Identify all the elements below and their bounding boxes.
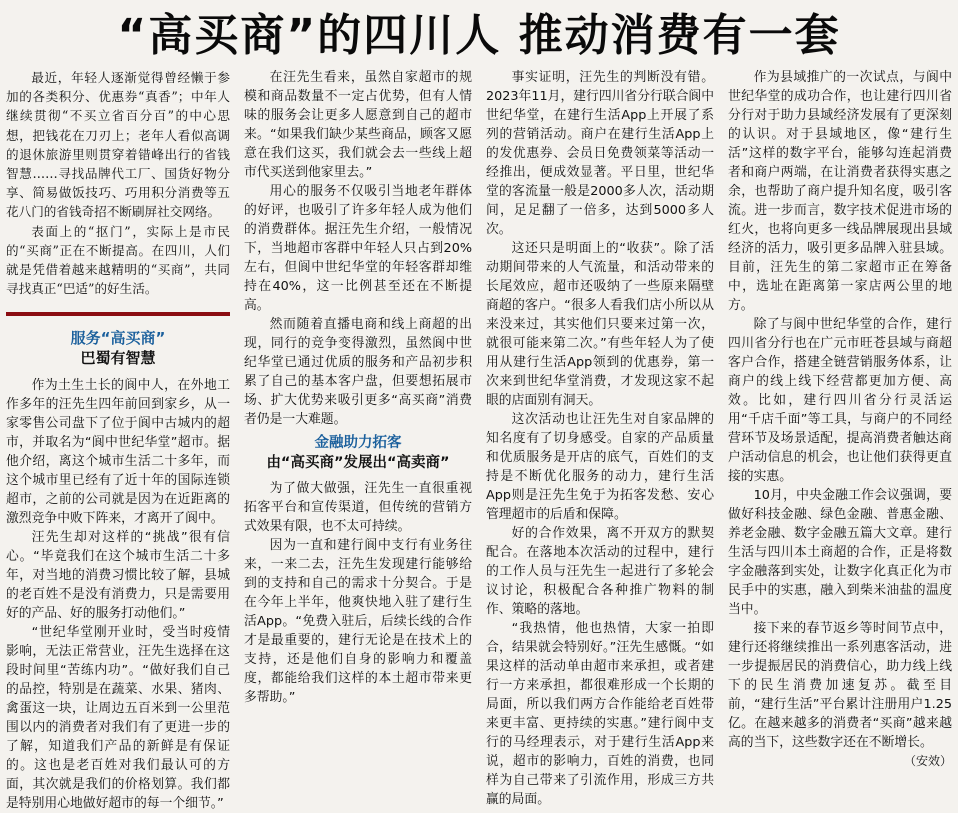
article-paragraph: 10月，中央金融工作会议强调，要做好科技金融、绿色金融、普惠金融、养老金融、数字金融五篇大文章。建行生活与四川本土商超的合作，正是将数字金融落到实处，让数字化真正化为市民手中的实惠，融入到柴米油盐的温度当中。 bbox=[728, 488, 952, 617]
article-paragraph: 然而随着直播电商和线上商超的出现，同行的竞争变得激烈，虽然阆中世纪华堂已通过优质的服务和产品初步积累了自己的基本客户盘，但要想拓展市场、扩大优势来吸引更多“高买商”消费者仍是一大难题。 bbox=[244, 317, 472, 427]
column-3 bbox=[486, 68, 715, 807]
article-paragraph: 接下来的春节返乡等时间节点中，建行还将继续推出一系列惠客活动，进一步提振居民的消费信心，助力线上线下的民生消费加速复苏。截至目前，“建行生活”平台累计注册用户1.25亿。在越来越多的消费者“买商”越来越高的当下，这些数字还在不断增长。 bbox=[728, 621, 952, 750]
article-paragraph: 除了与阆中世纪华堂的合作，建行四川省分行也在广元市旺苍县域与商超客户合作，搭建全链营销服务体系，让商户的线上线下经营都更加方便、高效。比如，建行四川省分行灵活运用“千店千面”等工具，与商户的不同经营环节及场景适配，提高消费者触达商户活动信息的机会，也让他们获得更直接的实惠。 bbox=[728, 317, 952, 484]
article-paragraph: 这次活动也让汪先生对自家品牌的知名度有了切身感受。自家的产品质量和优质服务是开店的底气，百姓们的支持是不断优化服务的动力，建行生活App则是汪先生免于为拓客发愁、安心管理超市的后盾和保障。 bbox=[486, 412, 714, 522]
intro-paragraph-2: 表面上的“抠门”，实际上是市民的“买商”正在不断提高。在四川，人们就是凭借着越来越精明的“买商”，共同寻找真正“巴适”的好生活。 bbox=[6, 223, 230, 297]
column-2 bbox=[244, 68, 472, 705]
section2-title-main: 金融助力拓客 bbox=[314, 435, 402, 451]
intro-paragraph-1: 最近，年轻人逐渐觉得曾经懒于参加的各类积分、优惠券“真香”；中年人继续贯彻“不买立省百分百”的中心思想，把钱花在刀刃上；老年人看似高调的退休旅游里则贯穿着错峰出行的省钱智慧……寻找品牌代工厂、国货好物分享、简易做饭技巧、巧用积分消费等五花八门的省钱奇招不断刷屏社交网络。 bbox=[6, 70, 230, 220]
section-divider bbox=[6, 312, 230, 316]
headline: “高买商”的四川人 推动消费有一套 bbox=[117, 10, 841, 61]
article-paragraph: 因为一直和建行阆中支行有业务往来，一来二去，汪先生发现建行能够给到的支持和自己的需求十分契合。于是在今年上半年，他爽快地入驻了建行生活App。“免费入驻后，后续长线的合作才是最重要的，建行无论是在技术上的支持，还是他们自身的影响力和覆盖度，都能给我们这样的本土超市带来更多帮助。” bbox=[244, 538, 472, 705]
section1-title-main: 服务“高买商” bbox=[70, 329, 166, 348]
article-paragraph: 作为土生土长的阆中人，在外地工作多年的汪先生四年前回到家乡，从一家零售公司盘下了位于阆中古城内的超市，并取名为“阆中世纪华堂”超市。据他介绍，离这个城市生活二十多年，而这个城市里已经有了近十年的国际连锁超市，之前的公司就是因为在近距离的激烈竞争中败下阵来，才离开了阆中。 bbox=[6, 378, 230, 527]
article-paragraph: “世纪华堂刚开业时，受当时疫情影响，无法正常营业，汪先生选择在这段时间里“苦练内功”。“做好我们自己的品控，特别是在蔬菜、水果、猪肉、禽蛋这一块，让周边五百米到一公里范围以内的消费者对我们有了更进一步的了解，知道我们产品的新鲜是有保证的。这也是老百姓对我们最认可的方面，其次就是我们的价格划算。我们都是特别用心地做好超市的每一个细节。” bbox=[6, 625, 230, 812]
section1-title-sub: 巴蜀有智慧 bbox=[80, 349, 156, 368]
article-paragraph: 好的合作效果，离不开双方的默契配合。在落地本次活动的过程中，建行的工作人员与汪先生一起进行了多轮会议讨论，积极配合各种推广物料的制作、策略的落地。 bbox=[486, 526, 714, 617]
article-paragraph: 这还只是明面上的“收获”。除了活动期间带来的人气流量，和活动带来的长尾效应，超市还吸纳了一些原来隔壁商超的客户。“很多人看我们店小所以从来没来过，其实他们只要来过第一次，就很可能来第二次。”有些年轻人为了使用从建行生活App领到的优惠券，第一次来到世纪华堂消费，才发现这家不起眼的店面别有洞天。 bbox=[486, 241, 714, 408]
intro-block bbox=[6, 68, 230, 298]
article-paragraph: 在汪先生看来，虽然自家超市的规模和商品数量不一定占优势，但有人情味的服务会让更多人愿意到自己的超市来。“如果我们缺少某些商品，顾客又愿意在我们这买，我们就会去一些线上超市代买送到他家里去。” bbox=[244, 70, 472, 180]
article-paragraph: 事实证明，汪先生的判断没有错。2023年11月，建行四川省分行联合阆中世纪华堂，在建行生活App上开展了系列的营销活动。商户在建行生活App上的发优惠券、会员日免费领菜等活动一经推出，便成效显著。平日里，世纪华堂的客流量一般是2000多人次，活动期间，足足翻了一倍多，达到5000多人次。 bbox=[486, 70, 715, 237]
article-paragraph: “我热情，他也热情，大家一拍即合，结果就会特别好。”汪先生感慨。“如果这样的活动单由超市来承担，或者建行一方来承担，都很难形成一个长期的局面，所以我们两方合作能给老百姓带来更丰富、更持续的实惠。”建行阆中支行的马经理表示，对于建行生活App来说，超市的影响力，百姓的消费，也同样为自己带来了引流作用，形成三方共赢的局面。 bbox=[486, 621, 714, 807]
article-paragraph: 为了做大做强，汪先生一直很重视拓客平台和宣传渠道，但传统的营销方式效果有限，也不太可持续。 bbox=[244, 481, 472, 534]
article-paragraph: 汪先生却对这样的“挑战”很有信心。“毕竟我们在这个城市生活二十多年，对当地的消费习惯比较了解，县城的老百姓不是没有消费力，只是需要用好的产品、好的服务打动他们。” bbox=[6, 530, 230, 622]
article-paragraph: 作为县域推广的一次试点，与阆中世纪华堂的成功合作，也让建行四川省分行对于助力县域经济发展有了更深刻的认识。对于县域地区，像“建行生活”这样的数字平台，能够勾连起消费者和商户两端，在让消费者获得实惠之余，也帮助了商户提升知名度，吸引客流。进一步而言，数字技术促进市场的红火，也将向更多一线品牌展现出县域经济的活力，吸引更多品牌入驻县域。目前，汪先生的第二家超市正在筹备中，选址在距离第一家店两公里的地方。 bbox=[728, 70, 952, 313]
author-byline: （安效） bbox=[903, 754, 952, 768]
article-paragraph: 用心的服务不仅吸引当地老年群体的好评，也吸引了许多年轻人成为他们的消费群体。据汪先生介绍，一般情况下，当地超市客群中年轻人只占到20%左右，但阆中世纪华堂的年轻客群却维持在40%，这一比例甚至还在不断提高。 bbox=[244, 184, 472, 313]
section2-title-sub: 由“高买商”发展出“高卖商” bbox=[266, 455, 450, 471]
column-4 bbox=[728, 68, 952, 768]
column-1 bbox=[6, 68, 230, 812]
